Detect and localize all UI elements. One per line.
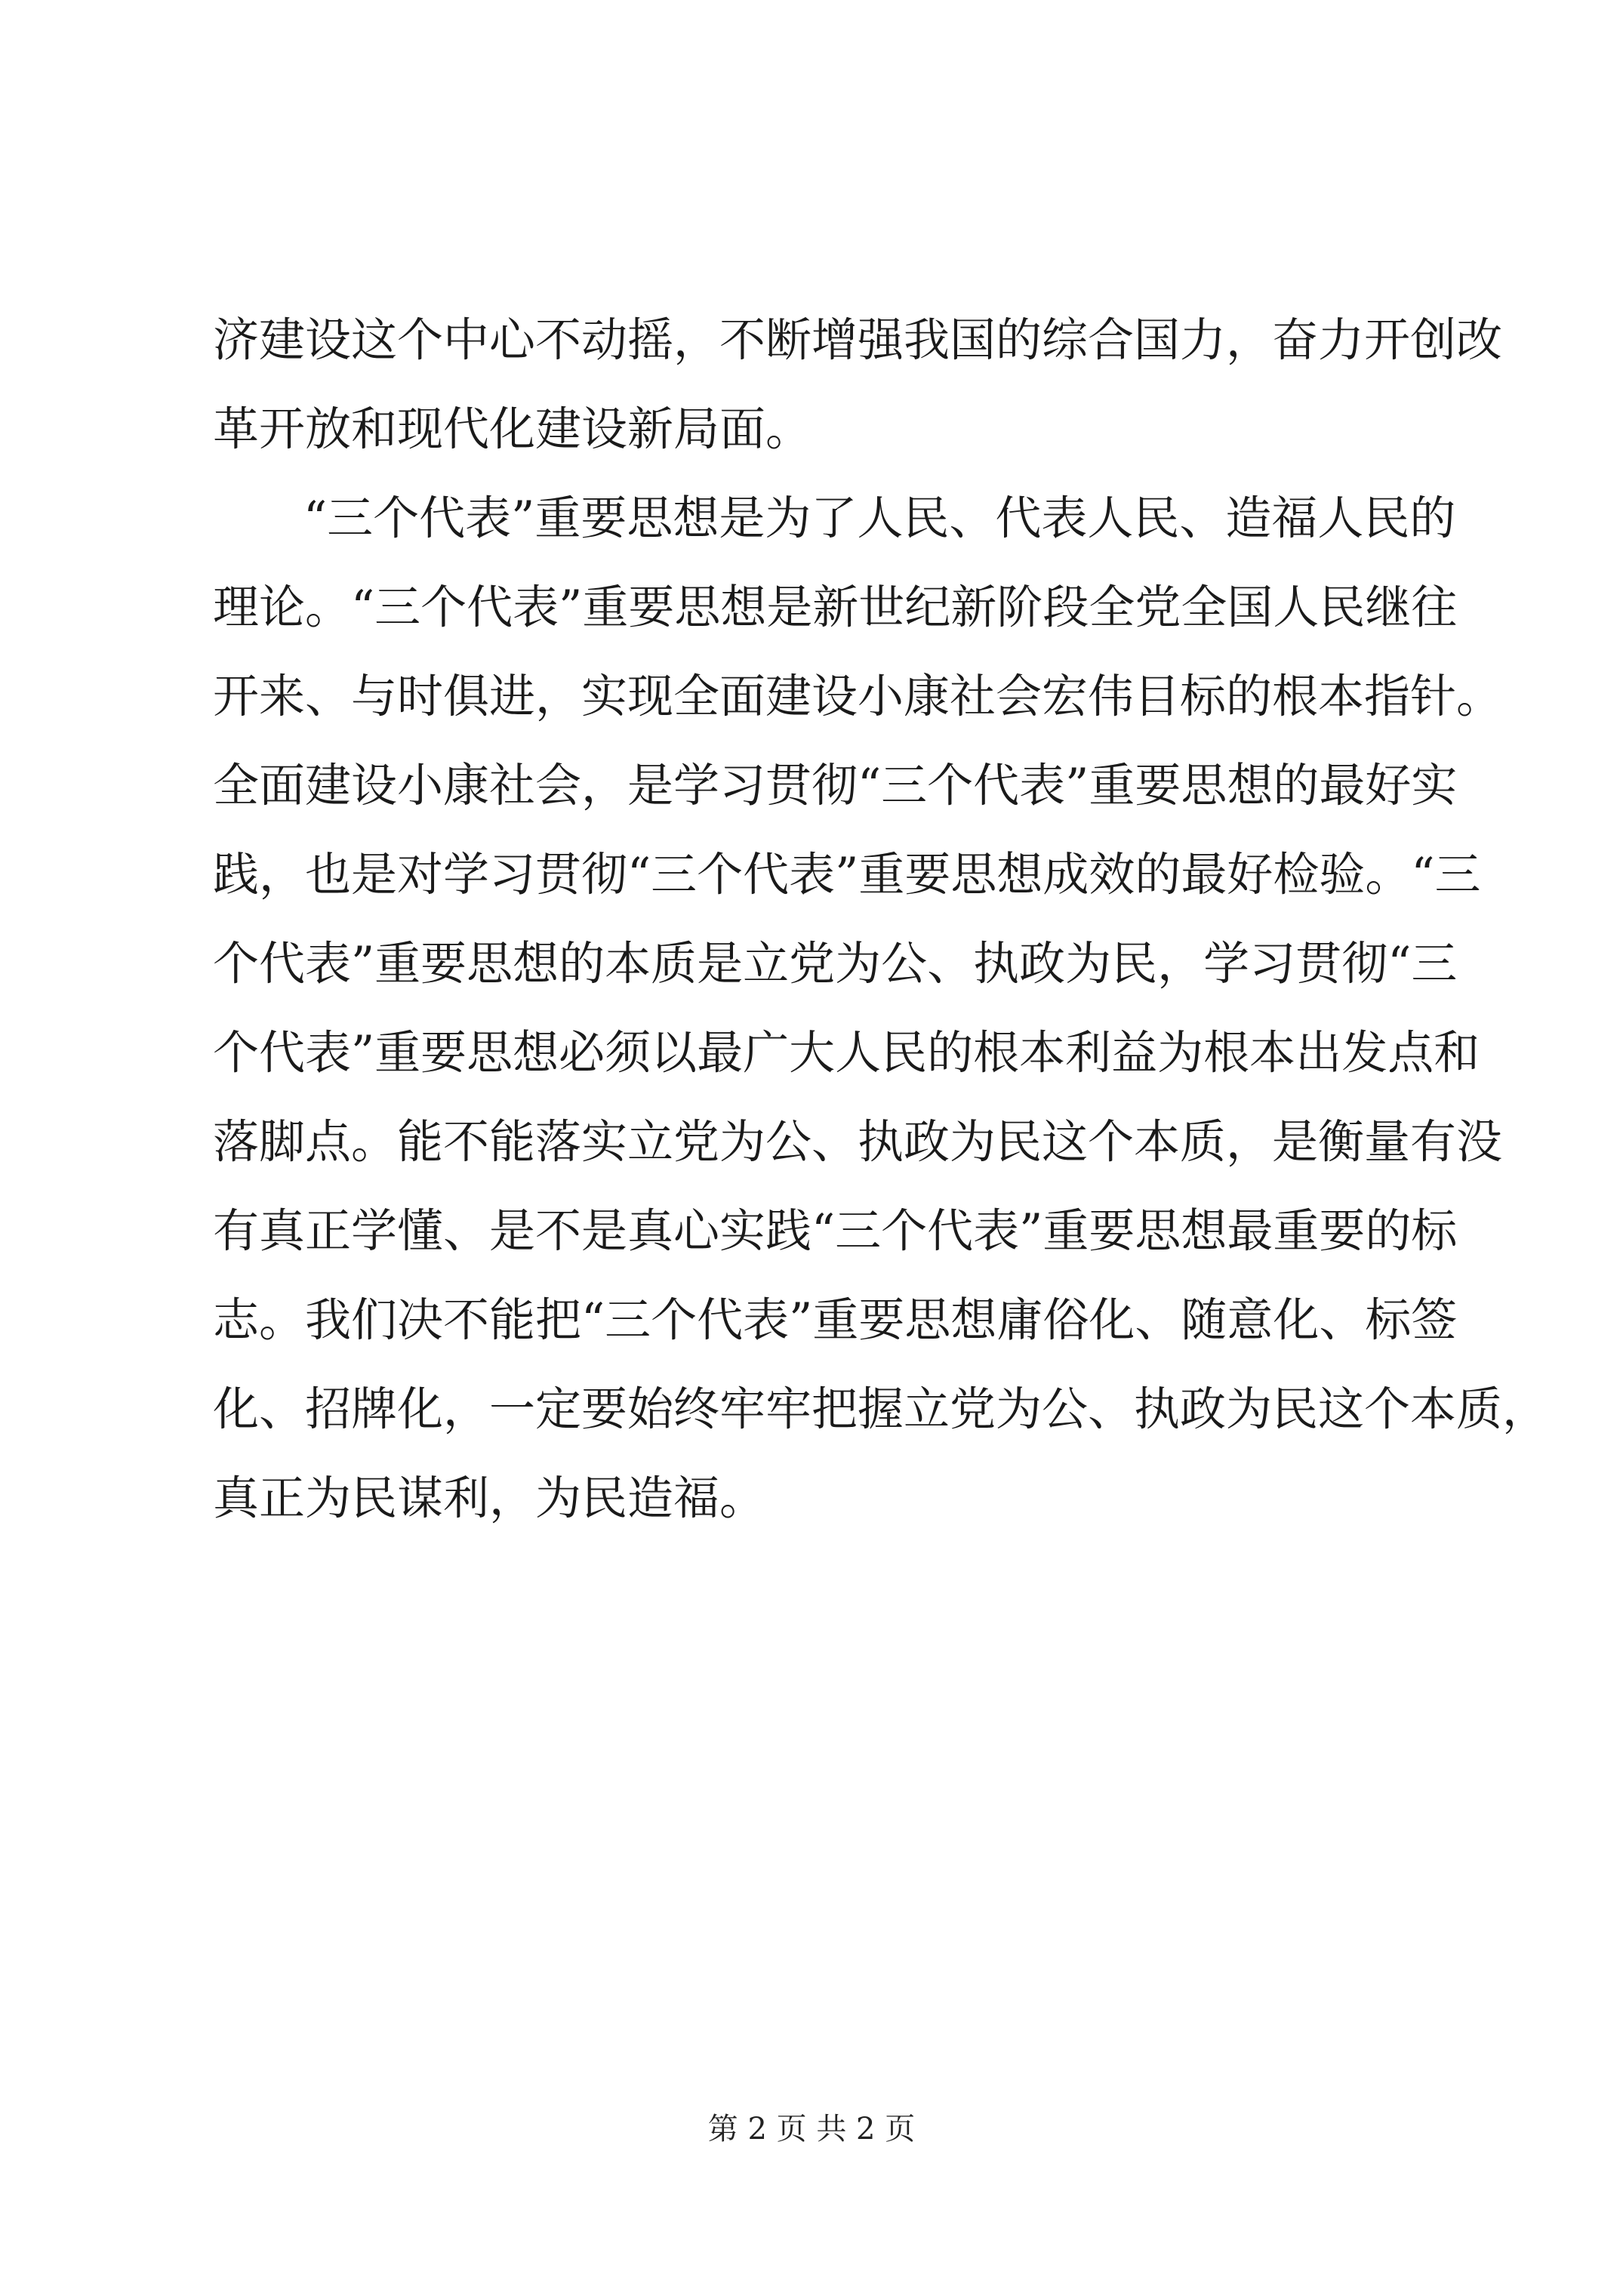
text-line: 个代表”重要思想的本质是立党为公、执政为民，学习贯彻“三 [213,937,1458,991]
text-line: 落脚点。能不能落实立党为公、执政为民这个本质，是衡量有没 [213,1115,1503,1169]
text-line: 理论。“三个代表”重要思想是新世纪新阶段全党全国人民继往 [213,581,1458,634]
text-line: 革开放和现代化建设新局面。 [213,402,812,456]
text-line: 开来、与时俱进，实现全面建设小康社会宏伟目标的根本指针。 [213,670,1503,723]
text-line: 全面建设小康社会，是学习贯彻“三个代表”重要思想的最好实 [213,759,1458,812]
page-number-footer: 第 2 页 共 2 页 [707,2112,916,2147]
text-line: 个代表”重要思想必须以最广大人民的根本利益为根本出发点和 [213,1026,1480,1080]
text-line: 践，也是对学习贯彻“三个代表”重要思想成效的最好检验。“三 [213,848,1481,901]
document-body [213,296,1549,1543]
text-line: 有真正学懂、是不是真心实践“三个代表”重要思想最重要的标 [213,1204,1458,1258]
text-line: 济建设这个中心不动摇，不断增强我国的综合国力，奋力开创改 [213,313,1503,367]
text-line: 志。我们决不能把“三个代表”重要思想庸俗化、随意化、标签 [213,1293,1458,1347]
paragraph-start-line: “三个代表”重要思想是为了人民、代表人民、造福人民的 [303,492,1456,545]
text-line: 化、招牌化，一定要始终牢牢把握立党为公、执政为民这个本质， [213,1382,1549,1436]
text-line: 真正为民谋利，为民造福。 [213,1472,766,1525]
